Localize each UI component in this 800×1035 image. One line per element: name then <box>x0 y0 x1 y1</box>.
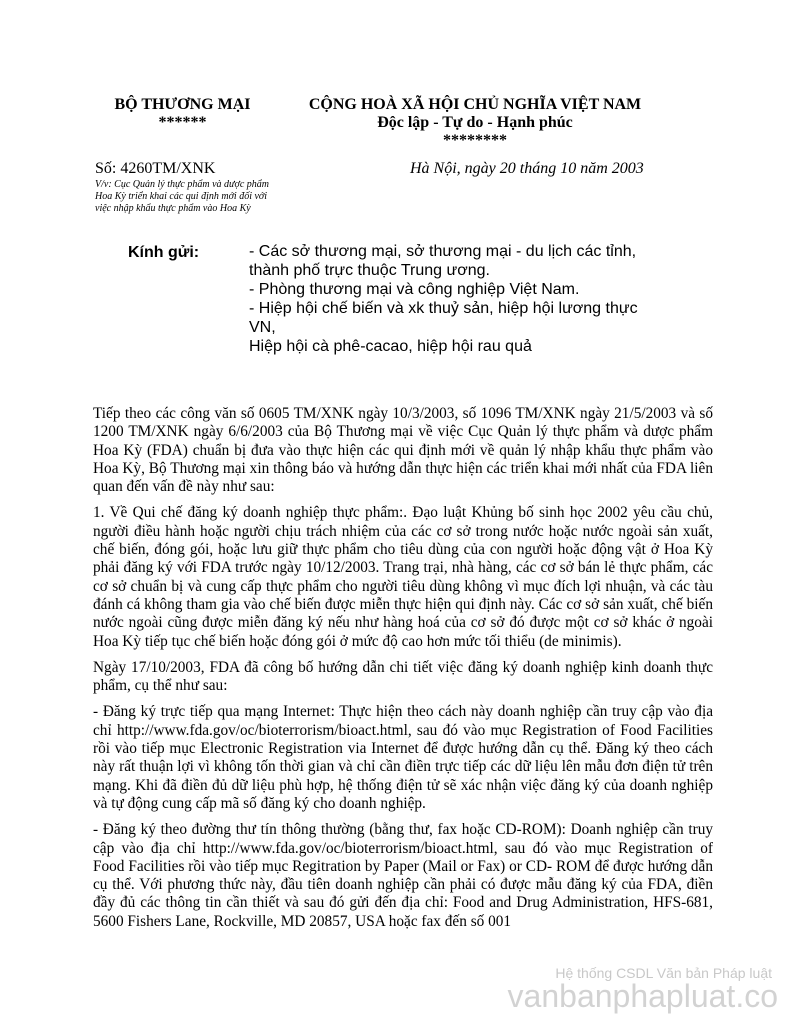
recipient-line: - Phòng thương mại và công nghiệp Việt Nam. <box>249 281 580 298</box>
recipient-line: VN, <box>249 319 276 336</box>
ministry-stars: ****** <box>158 114 207 131</box>
body-paragraph: Ngày 17/10/2003, FDA đã công bố hướng dẫn chi tiết việc đăng ký doanh nghiệp kinh doanh thực phẩm, cụ thể như sau: <box>93 658 713 695</box>
body-paragraph: 1. Về Qui chế đăng ký doanh nghiệp thực phẩm:. Đạo luật Khủng bố sinh học 2002 yêu cầu chủ, người điều hành hoặc người chịu trách nhiệm của các cơ sở trong nước hoặc nước ngoài sản xuất, chế biến, đóng gói, hoặc lưu giữ thực phẩm cho tiêu dùng của con người hoặc động vật ở Hoa Kỳ phải đăng ký với FDA trước ngày 10/12/2003. Trang trại, nhà hàng, các cơ sở bán lẻ thực phẩm, các cơ sở chuẩn bị và cung cấp thực phẩm cho người tiêu dùng không vì mục đích lợi nhuận, và các tàu đánh cá không tham gia vào chế biến được miễn thực hiện qui định này. Các cơ sở sản xuất, chế biến nước ngoài cũng được miễn đăng ký nếu như hàng hoá của cơ sở đó được một cơ sở khác ở ngoài Hoa Kỳ tiếp tục chế biến hoặc đóng gói ở mức độ cao hơn mức tối thiểu (de minimis). <box>93 504 713 650</box>
ministry-header <box>95 96 270 132</box>
watermark-caption: Hệ thống CSDL Văn bản Pháp luật <box>555 965 772 981</box>
document-subject <box>95 179 295 215</box>
document-body <box>93 405 713 939</box>
body-paragraph: Tiếp theo các công văn số 0605 TM/XNK ngày 10/3/2003, số 1096 TM/XNK ngày 21/5/2003 và số 1200 TM/XNK ngày 6/6/2003 của Bộ Thương mại về việc Cục Quản lý thực phẩm và dược phẩm Hoa Kỳ (FDA) chuẩn bị đưa vào thực hiện các qui định mới về quản lý nhập khẩu thực phẩm vào Hoa Kỳ, Bộ Thương mại xin thông báo và hướng dẫn thực hiện các triển khai mới nhất của FDA liên quan đến vấn đề này như sau: <box>93 405 713 496</box>
watermark-site: vanbanphapluat.co <box>507 978 778 1014</box>
body-paragraph: - Đăng ký trực tiếp qua mạng Internet: Thực hiện theo cách này doanh nghiệp cần truy cập vào địa chỉ http://www.fda.gov/oc/bioterrorism/bioact.html, sau đó vào mục Registration of Food Facilities rồi vào tiếp mục Electronic Registration via Internet để được hướng dẫn cụ thể. Đăng ký theo cách này rất thuận lợi vì không tốn thời gian và chỉ cần điền trực tiếp các dữ liệu lên mẫu đơn điện tử trên mạng. Khi đã điền đủ dữ liệu phù hợp, hệ thống điện tử sẽ xác nhận việc đăng ký của doanh nghiệp và tự động cung cấp mã số đăng ký cho doanh nghiệp. <box>93 703 713 812</box>
recipient-line: Hiệp hội cà phê-cacao, hiệp hội rau quả <box>249 338 532 355</box>
recipient-line: - Các sở thương mại, sở thương mại - du lịch các tỉnh, <box>249 243 637 260</box>
body-paragraph: - Đăng ký theo đường thư tín thông thường (bằng thư, fax hoặc CD-ROM): Doanh nghiệp cần truy cập vào địa chỉ http://www.fda.gov/oc/bioterrorism/bioact.html, sau đó vào mục Registration of Food Facilities rồi vào tiếp mục Regitration by Paper (Mail or Fax) or CD- ROM để được hướng dẫn cụ thể. Với phương thức này, đầu tiên doanh nghiệp cần phải có được mẫu đăng ký của FDA, điền đầy đủ các thông tin cần thiết và sau đó gửi đến địa chỉ: Food and Drug Administration, HFS-681, 5600 Fishers Lane, Rockville, MD 20857, USA hoặc fax đến số 001 <box>93 821 713 930</box>
recipients-list <box>249 242 669 356</box>
national-header <box>290 96 660 150</box>
document-date: Hà Nội, ngày 20 tháng 10 năm 2003 <box>410 160 644 177</box>
motto-stars: ******** <box>443 132 507 149</box>
recipients-label: Kính gửi: <box>128 244 200 261</box>
subject-line: V/v: Cục Quản lý thực phẩm và dược phẩm <box>95 179 269 190</box>
country-name: CỘNG HOÀ XÃ HỘI CHỦ NGHĨA VIỆT NAM <box>308 96 642 113</box>
subject-line: Hoa Kỳ triển khai các qui định mới đối với <box>95 191 268 202</box>
ministry-name: BỘ THƯƠNG MẠI <box>114 96 251 113</box>
document-number: Số: 4260TM/XNK <box>95 160 216 177</box>
recipient-line: thành phố trực thuộc Trung ương. <box>249 262 490 279</box>
national-motto: Độc lập - Tự do - Hạnh phúc <box>377 114 573 131</box>
subject-line: việc nhập khẩu thực phẩm vào Hoa Kỳ <box>95 203 251 214</box>
recipient-line: - Hiệp hội chế biến và xk thuỷ sản, hiệp hội lương thực <box>249 300 638 317</box>
